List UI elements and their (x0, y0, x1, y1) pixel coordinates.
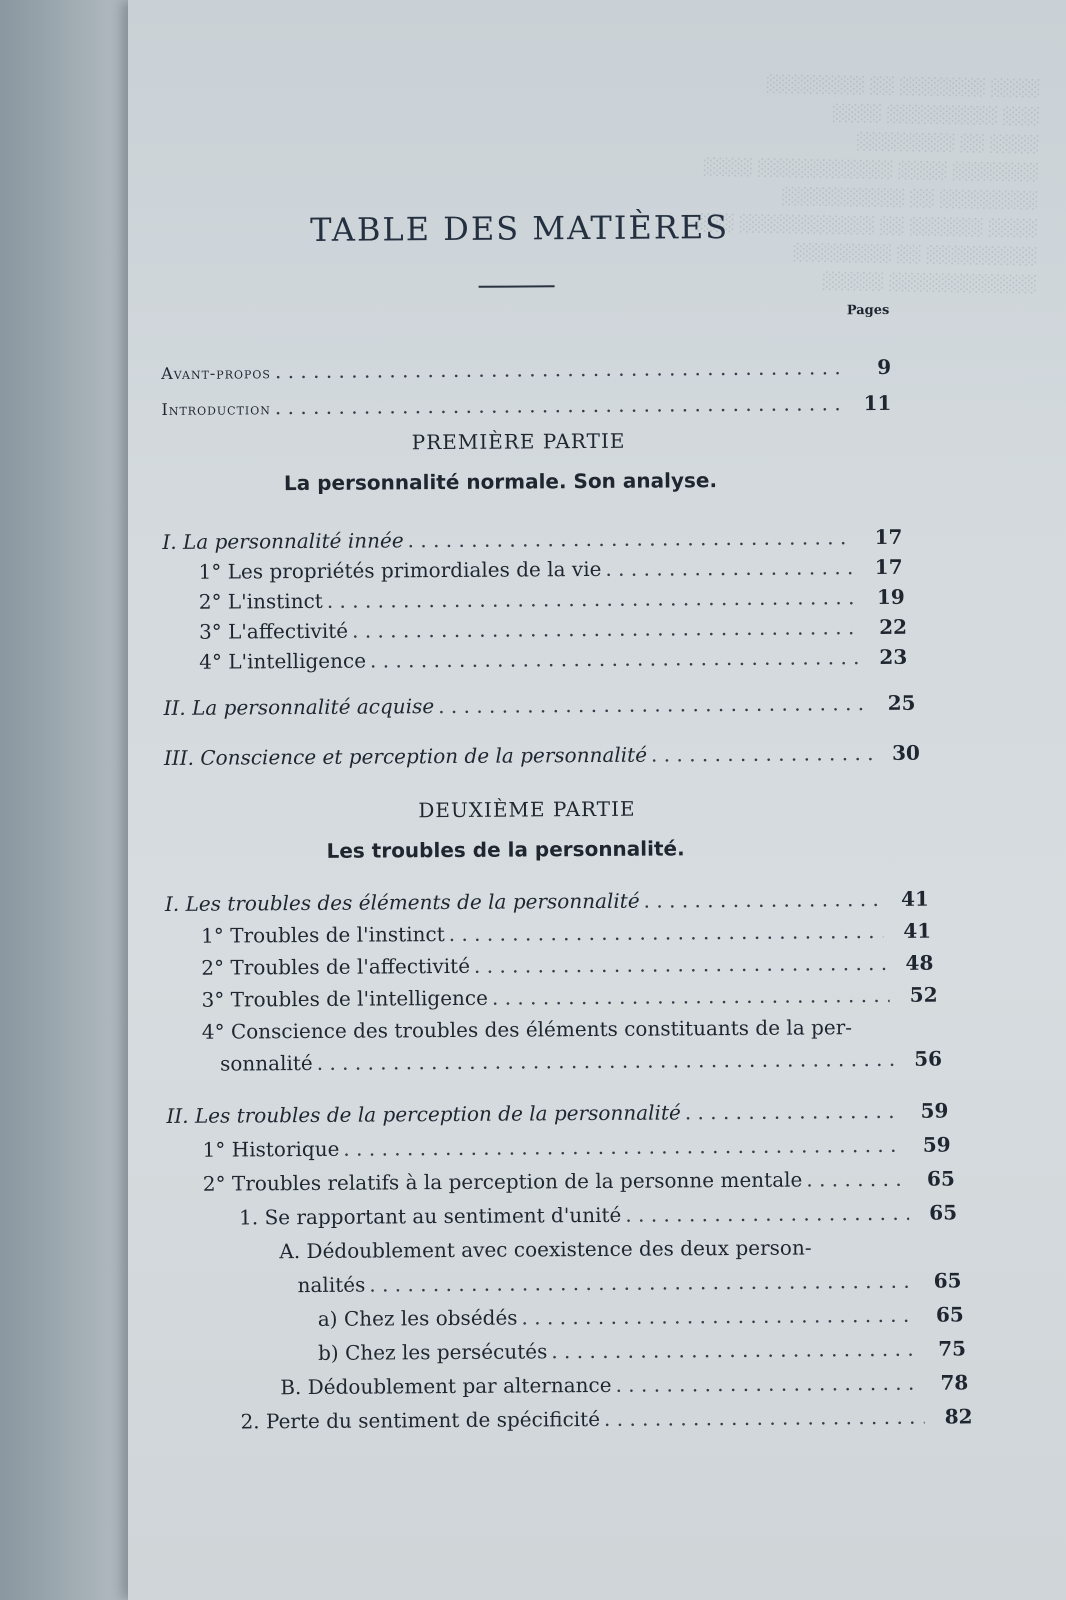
leader-dots (317, 1047, 894, 1075)
leader-dots (551, 1337, 918, 1364)
toc-entry-label: Introduction (161, 399, 271, 419)
toc-entry-label: b) Chez les persécutés (317, 1339, 548, 1365)
leader-dots (685, 1099, 901, 1125)
toc-entry (318, 1302, 964, 1331)
part-one-heading: PREMIÈRE PARTIE (411, 428, 626, 455)
leader-dots (352, 615, 859, 643)
toc-entry-page: 78 (940, 1370, 969, 1395)
toc-entry-label: II. Les troubles de la perception de la personnalité (166, 1100, 681, 1128)
toc-entry-label: 2° Troubles de l'affectivité (201, 953, 471, 980)
toc-entry-page: 17 (874, 524, 903, 550)
toc-entry (199, 645, 907, 674)
toc-entry-page: 59 (922, 1132, 951, 1157)
toc-entry-page: 41 (900, 886, 929, 911)
toc-entry (201, 951, 933, 980)
leader-dots (615, 1371, 920, 1397)
toc-entry (318, 1336, 966, 1365)
leader-dots (408, 525, 855, 552)
toc-entry (239, 1200, 957, 1229)
toc-entry-label: I. Les troubles des éléments de la personnalité (164, 888, 640, 916)
toc-entry-page: 25 (887, 690, 916, 715)
toc-entry (199, 585, 905, 614)
toc-entry-page: 11 (863, 390, 892, 416)
toc-entry-label: 1° Les propriétés primordiales de la vie (198, 556, 602, 584)
toc-entry-page: 17 (874, 554, 903, 580)
bleed-through-text: ░░░░ ░░░░░░░ ░░ ░░░░░░░░ ░░░ ░░░░░░░░░ ░░░░ ░░░░ ░░ ░░░░░░░░ ░░░░░░░ ░░░░ ░░░░░░░░░░░ ░░░░ ░░░░░░░░ ░░ ░░░░░░░░░░ ░░░░ ░░░░░░ ░░ ░░░░░░░░░░░ ░░░ ░░░░░░░░░ ░░ ░░░░░░░░ ░░░░░░░░░░░░ ░░░░░ (696, 74, 1040, 294)
toc-entry-label: sonnalité (219, 1050, 313, 1076)
toc-entry-label: 4° L'intelligence (199, 648, 367, 674)
toc-entry-page: 65 (933, 1268, 962, 1293)
toc-entry-page: 41 (903, 918, 932, 943)
toc-entry-label: 2. Perte du sentiment de spécificité (240, 1406, 601, 1434)
leader-dots (369, 1269, 913, 1297)
toc-entry (240, 1404, 972, 1433)
leader-dots (438, 691, 868, 718)
toc-entry-page: 22 (879, 614, 908, 639)
toc-entry-label: I. La personnalité innée (162, 528, 404, 554)
leader-dots (806, 1167, 907, 1192)
leader-dots (625, 1201, 909, 1227)
toc-entry-page: 19 (876, 584, 905, 610)
toc-entry-page: 9 (877, 354, 892, 379)
toc-entry (199, 615, 907, 644)
part-two-heading: DEUXIÈME PARTIE (418, 796, 636, 823)
toc-entry-page: 65 (929, 1200, 958, 1225)
toc-entry-page: 48 (905, 950, 934, 975)
desk-background (0, 0, 135, 1600)
toc-entry-label: nalités (297, 1272, 366, 1298)
toc-entry-page: 56 (914, 1046, 943, 1071)
leader-dots (651, 741, 872, 767)
toc-entry-page: 65 (926, 1166, 955, 1191)
toc-entry-label: 2° L'instinct (198, 588, 323, 614)
toc-entry-label: III. Conscience et perception de la personnalité (163, 742, 648, 770)
page-title: TABLE DES MATIÈRES (310, 208, 730, 249)
toc-entry-introduction (161, 391, 891, 420)
leader-dots (275, 391, 844, 419)
toc-entry (220, 1047, 942, 1076)
part-two-subtitle: Les troubles de la personnalité. (326, 836, 685, 863)
toc-entry-page: 23 (879, 644, 908, 669)
toc-entry-avant-propos (161, 355, 891, 384)
toc-entry-label: B. Dédoublement par alternance (280, 1372, 612, 1400)
toc-entry-page: 75 (938, 1336, 967, 1361)
toc-entry-page: 59 (920, 1098, 949, 1123)
toc-entry-page: 52 (909, 982, 938, 1007)
toc-entry-label: A. Dédoublement avec coexistence des deux person- (279, 1235, 812, 1264)
toc-entry-label: 1° Troubles de l'instinct (201, 922, 445, 948)
leader-dots (449, 919, 884, 946)
toc-entry-label: Avant-propos (161, 363, 272, 383)
toc-entry (202, 983, 938, 1012)
leader-dots (327, 585, 857, 613)
leader-dots (370, 645, 859, 672)
leader-dots (521, 1303, 915, 1330)
pages-column-header: Pages (846, 302, 890, 319)
toc-entry-label: 2° Troubles relatifs à la perception de la personne mentale (202, 1167, 803, 1196)
leader-dots (492, 983, 890, 1010)
toc-entry (201, 919, 931, 948)
toc-entry (199, 555, 903, 584)
toc-entry-page: 65 (935, 1302, 964, 1327)
leader-dots (605, 555, 854, 581)
leader-dots (604, 1405, 925, 1431)
leader-dots (343, 1133, 902, 1161)
toc-entry-label: 3° L'affectivité (198, 618, 349, 644)
leader-dots (644, 887, 881, 913)
toc-entry (280, 1370, 968, 1399)
toc-entry-page: 30 (891, 740, 920, 765)
toc-entry-page: 82 (944, 1404, 973, 1429)
toc-entry (297, 1268, 961, 1297)
toc-entry-label: II. La personnalité acquise (163, 694, 435, 720)
toc-entry-label: 4° Conscience des troubles des éléments constituants de la per- (201, 1015, 853, 1044)
toc-entry-label: 1. Se rapportant au sentiment d'unité (239, 1202, 622, 1230)
toc-entry-label: 1° Historique (202, 1136, 340, 1162)
leader-dots (275, 355, 843, 383)
leader-dots (474, 951, 886, 978)
toc-entry-label: a) Chez les obsédés (317, 1305, 518, 1331)
part-one-subtitle: La personnalité normale. Son analyse. (283, 468, 718, 496)
toc-entry-label: 3° Troubles de l'intelligence (201, 985, 489, 1012)
